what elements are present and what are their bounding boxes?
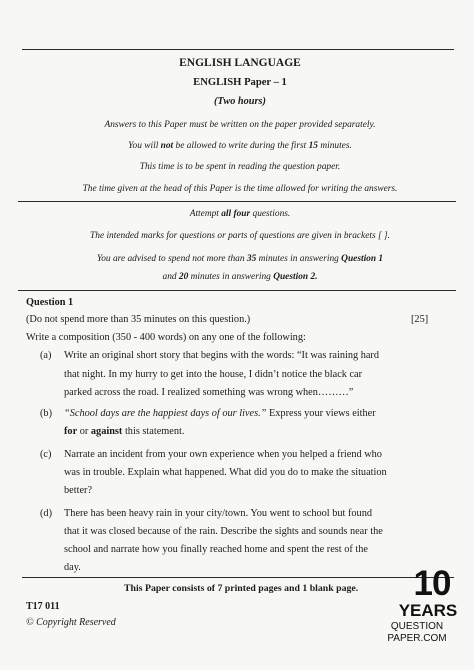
copyright-note: © Copyright Reserved <box>26 617 116 628</box>
option-b-label: (b) <box>40 408 53 419</box>
question-1-marks: [25] <box>411 314 429 325</box>
top-divider <box>22 49 454 50</box>
watermark-number: 10 <box>413 564 451 603</box>
option-d-line: that it was closed because of the rain. Describe the sights and sounds near the <box>64 526 383 537</box>
duration: (Two hours) <box>214 96 266 107</box>
option-a-line: parked across the road. I realized something was wrong when………” <box>64 387 354 398</box>
option-b-line: for or against this statement. <box>64 426 185 437</box>
option-d-line: school and narrate how you finally reached home and spent the rest of the <box>64 544 368 555</box>
section-divider <box>18 290 456 291</box>
option-c-label: (c) <box>40 449 52 460</box>
option-d-line: There has been heavy rain in your city/town. You went to school but found <box>64 508 372 519</box>
option-b-line: “School days are the happiest days of our lives.” Express your views either <box>64 408 376 419</box>
instruction-answers: Answers to this Paper must be written on the paper provided separately. <box>104 120 376 130</box>
option-d-line: day. <box>64 562 81 573</box>
question-1-title: Question 1 <box>26 297 74 308</box>
option-a-line: Write an original short story that begins with the words: “It was raining hard <box>64 350 380 361</box>
mid-divider <box>18 201 456 202</box>
watermark-years: YEARS <box>398 601 458 620</box>
option-d-label: (d) <box>40 508 53 519</box>
option-a-line: that night. In my hurry to get into the house, I didn’t notice the black car <box>64 369 363 380</box>
watermark-site: QUESTION PAPER.COM <box>387 621 447 644</box>
paper-title: ENGLISH Paper – 1 <box>193 77 287 88</box>
instruction-no-writing: You will not be allowed to write during the first 15 minutes. <box>128 141 352 151</box>
question-1-time-note: (Do not spend more than 35 minutes on this question.) <box>26 314 251 325</box>
subject-title: ENGLISH LANGUAGE <box>179 57 301 69</box>
instruction-time-allowed: The time given at the head of this Paper is the time allowed for writing the answers. <box>82 184 398 194</box>
option-c-line: better? <box>64 485 93 496</box>
instruction-attempt: Attempt all four questions. <box>189 209 291 219</box>
option-c-line: Narrate an incident from your own experience when you helped a friend who <box>64 449 382 460</box>
instruction-marks: The intended marks for questions or parts of questions are given in brackets [ ]. <box>90 231 390 241</box>
instruction-reading-time: This time is to be spent in reading the question paper. <box>139 162 341 172</box>
option-a-label: (a) <box>40 350 52 361</box>
question-1-intro: Write a composition (350 - 400 words) on any one of the following: <box>26 332 306 343</box>
paper-code: T17 011 <box>26 601 60 612</box>
instruction-advice-q1: You are advised to spend not more than 35 minutes in answering Question 1 <box>96 254 384 264</box>
pages-note: This Paper consists of 7 printed pages and 1 blank page. <box>124 583 359 594</box>
instruction-advice-q2: and 20 minutes in answering Question 2. <box>162 272 318 282</box>
option-c-line: was in trouble. Explain what happened. What did you do to make the situation <box>64 467 387 478</box>
